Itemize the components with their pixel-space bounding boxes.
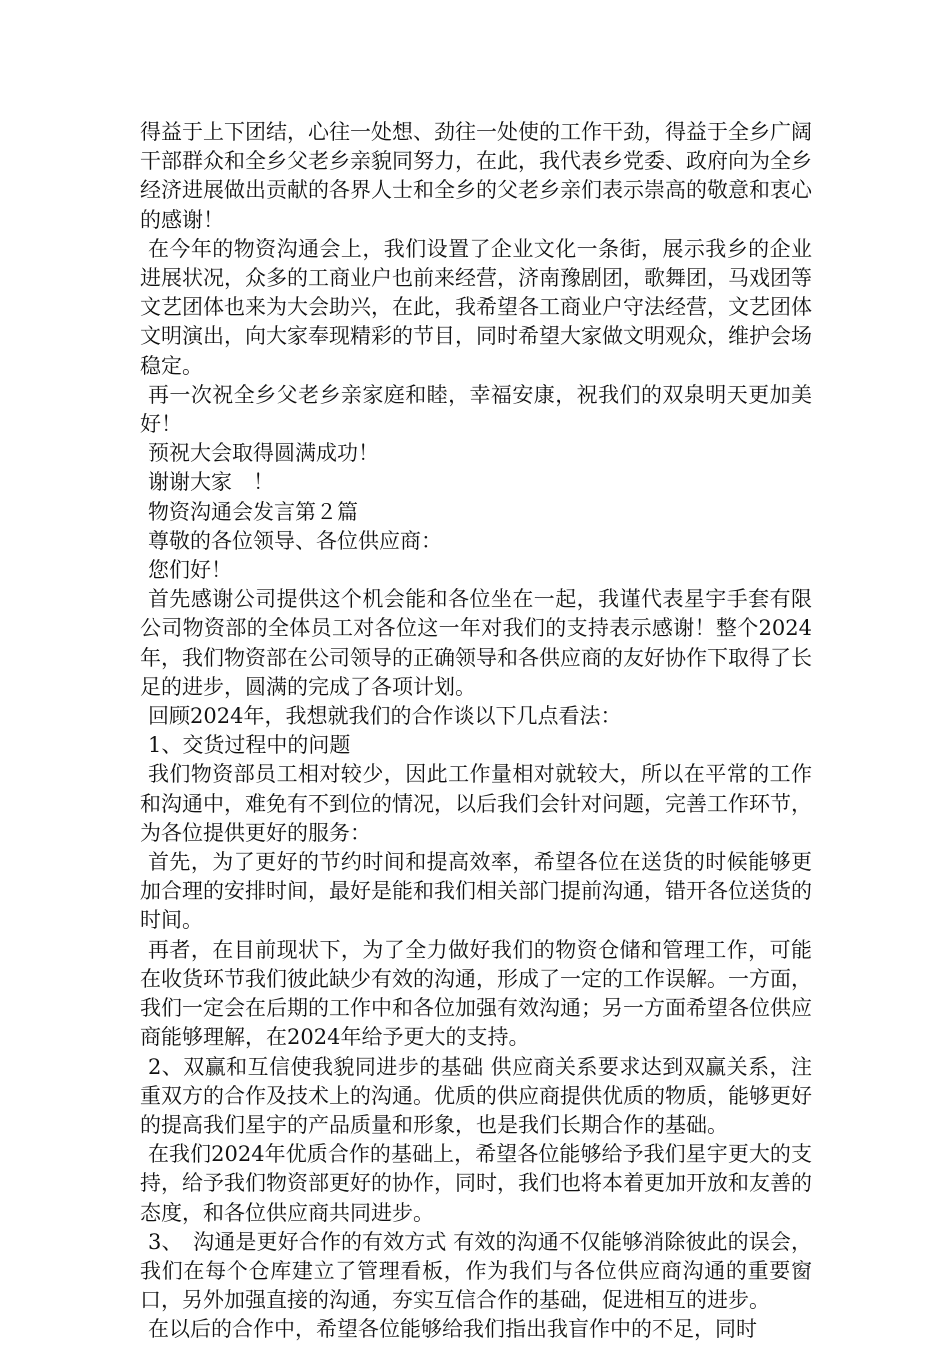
paragraph-2: 在今年的物资沟通会上，我们设置了企业文化一条街，展示我乡的企业进展状况，众多的工商业户也前来经营，济南豫剧团，歌舞团，马戏团等文艺团体也来为大会助兴，在此，我希望各工商业户守法经营，文艺团体文明演出，向大家奉现精彩的节目，同时希望大家做文明观众，维护会场稳定。 xyxy=(140,236,812,378)
salutation: 尊敬的各位领导、各位供应商： xyxy=(148,528,442,553)
paragraph-12: 我们物资部员工相对较少，因此工作量相对就较大，所以在平常的工作和沟通中，难免有不到位的情况，以后我们会针对问题，完善工作环节，为各位提供更好的服务： xyxy=(140,762,812,845)
paragraph-10: 回顾2024年，我想就我们的合作谈以下几点看法： xyxy=(148,704,622,729)
paragraph-3: 再一次祝全乡父老乡亲家庭和睦，幸福安康，祝我们的双泉明天更加美好！ xyxy=(140,382,812,437)
point-3-paragraph: 3、 沟通是更好合作的有效方式 有效的沟通不仅能够消除彼此的误会，我们在每个仓库建立了管理看板，作为我们与各位供应商沟通的重要窗口，另外加强直接的沟通，夯实互信合作的基础，促进相互的进步。 xyxy=(140,1229,812,1313)
paragraph-1: 得益于上下团结，心往一处想、劲往一处使的工作干劲，得益于全乡广阔干部群众和全乡父老乡亲貌同努力，在此，我代表乡党委、政府向为全乡经济进展做出贡献的各界人士和全乡的父老乡亲们表示崇高的敬意和衷心的感谢！ xyxy=(140,120,812,232)
paragraph-18: 在以后的合作中，希望各位能够给我们指出我盲作中的不足，同时 xyxy=(148,1317,757,1342)
point-2-paragraph: 2、双赢和互信使我貌同进步的基础 供应商关系要求达到双赢关系，注重双方的合作及技术上的沟通。优质的供应商提供优质的物质，能够更好的提高我们星宇的产品质量和形象，也是我们长期合作的基础。 xyxy=(140,1054,812,1137)
paragraph-16: 在我们2024年优质合作的基础上，希望各位能够给予我们星宇更大的支持，给予我们物资部更好的协作，同时，我们也将本着更加开放和友善的态度，和各位供应商共同进步。 xyxy=(140,1142,812,1225)
paragraph-5: 谢谢大家 ！ xyxy=(148,470,274,495)
section-heading: 物资沟通会发言第２篇 xyxy=(148,499,358,524)
paragraph-13: 首先，为了更好的节约时间和提高效率，希望各位在送货的时候能够更加合理的安排时间，最好是能和我们相关部门提前沟通，错开各位送货的时间。 xyxy=(140,850,812,933)
point-1-heading: 1、交货过程中的问题 xyxy=(148,733,351,758)
paragraph-4: 预祝大会取得圆满成功！ xyxy=(148,441,379,466)
document-page xyxy=(140,118,812,1345)
greeting: 您们好！ xyxy=(148,558,232,583)
paragraph-9: 首先感谢公司提供这个机会能和各位坐在一起，我谨代表星宇手套有限公司物资部的全体员工对各位这一年对我们的支持表示感谢！整个2024年，我们物资部在公司领导的正确领导和各供应商的友好协作下取得了长足的进步，圆满的完成了各项计划。 xyxy=(140,587,812,699)
paragraph-14: 再者，在目前现状下，为了全力做好我们的物资仓储和管理工作，可能在收货环节我们彼此缺少有效的沟通，形成了一定的工作误解。一方面，我们一定会在后期的工作中和各位加强有效沟通；另一方面希望各位供应商能够理解，在2024年给予更大的支持。 xyxy=(140,937,812,1050)
